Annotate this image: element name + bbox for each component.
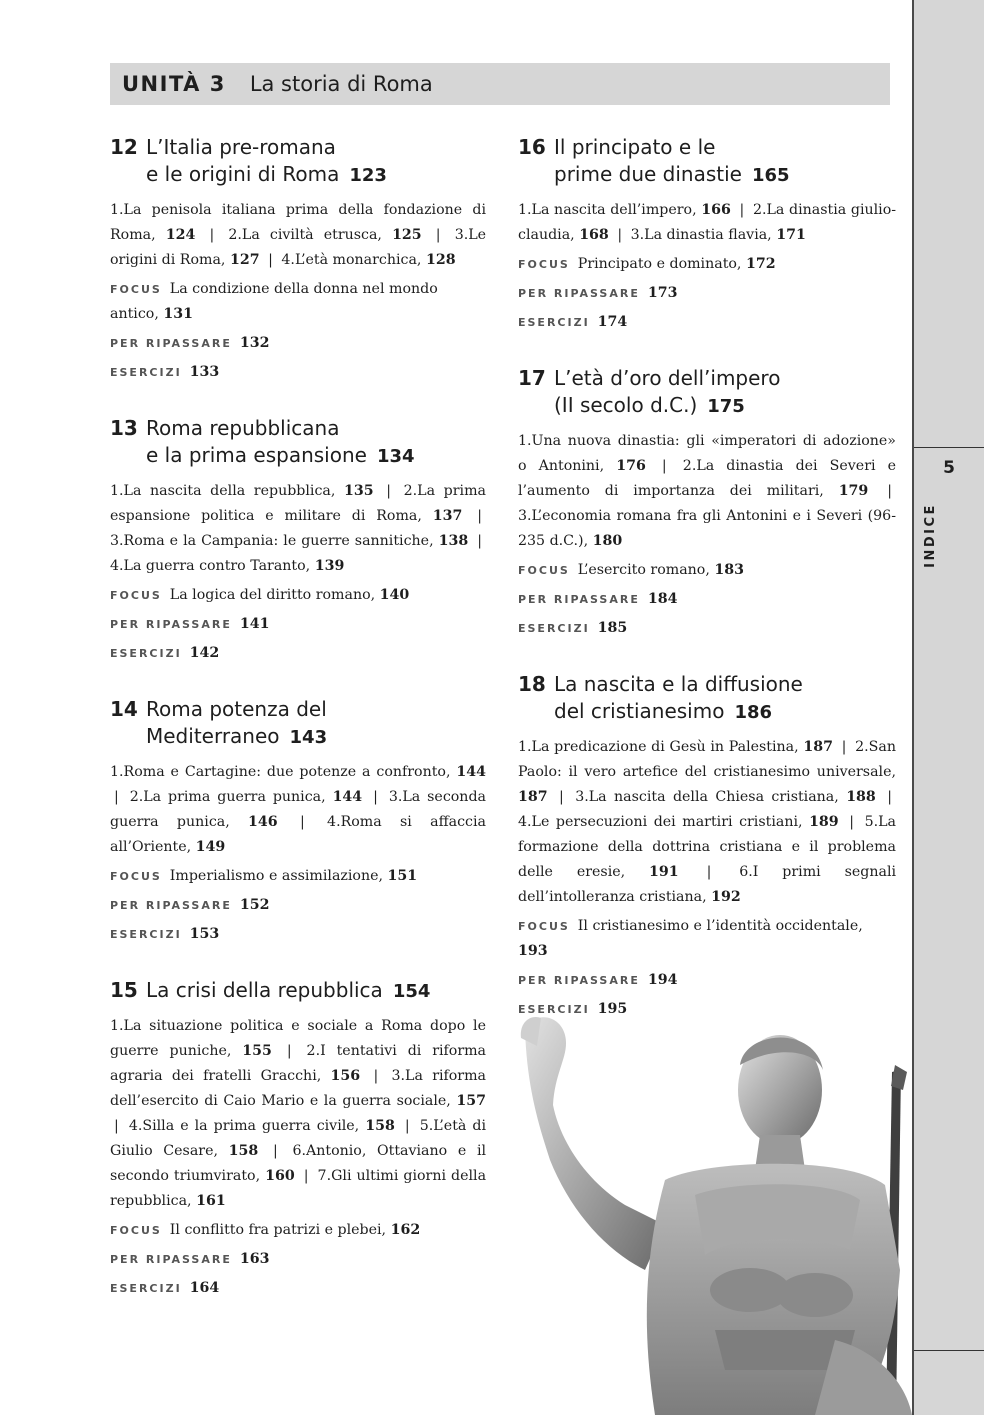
review-line[interactable] — [518, 587, 896, 612]
review-line[interactable] — [110, 331, 486, 356]
chapter-title-line — [146, 442, 415, 470]
chapter-title-text: L’Italia pre-romana — [146, 135, 336, 159]
focus-line[interactable] — [518, 558, 896, 583]
chapter-title-text: e la prima espansione — [146, 443, 367, 467]
section-title: 1.La predicazione di Gesù in Palestina, — [518, 739, 799, 755]
focus-title: L’esercito romano, — [577, 562, 710, 578]
chapter-sections — [110, 760, 486, 860]
section-title: 6.I primi segnali dell’intolleranza cristiana, — [518, 864, 897, 905]
section-page: 158 — [365, 1118, 395, 1134]
unit-header — [110, 63, 890, 105]
section-page: 189 — [809, 814, 839, 830]
toc-chapter — [110, 977, 486, 1301]
focus-tag: FOCUS — [518, 564, 570, 577]
exercises-line[interactable] — [518, 310, 896, 335]
review-tag: PER RIPASSARE — [518, 974, 640, 987]
toc-chapter — [110, 415, 486, 666]
chapter-title-line — [554, 392, 780, 420]
section-link[interactable] — [110, 483, 374, 499]
section-page: 138 — [438, 533, 469, 549]
exercises-tag: ESERCIZI — [110, 647, 182, 660]
chapter-title-text: La crisi della repubblica — [146, 978, 383, 1002]
exercises-page: 133 — [189, 364, 220, 380]
review-tag: PER RIPASSARE — [110, 899, 232, 912]
side-tab — [912, 0, 984, 1415]
section-title: 3.L’economia romana fra gli Antonini e i Severi (96-235 d.C.), — [518, 508, 896, 549]
section-title: 2.La dinastia dei Severi e l’aumento di importanza dei militari, — [518, 458, 896, 499]
chapter-sections — [110, 1014, 486, 1214]
chapter-name — [146, 696, 327, 751]
chapter-number: 12 — [110, 135, 138, 159]
chapter-page-number: 134 — [376, 446, 415, 467]
section-separator: | — [435, 227, 441, 243]
section-separator: | — [286, 1043, 292, 1059]
chapter-title-line — [146, 977, 430, 1005]
chapter-title — [518, 671, 896, 726]
section-separator: | — [373, 1068, 379, 1084]
section-separator: | — [209, 227, 215, 243]
section-title: 3.La dinastia flavia, — [630, 227, 772, 243]
section-page: 187 — [803, 739, 833, 755]
focus-tag: FOCUS — [518, 920, 570, 933]
section-page: 156 — [330, 1068, 361, 1084]
section-separator: | — [841, 739, 847, 755]
section-link[interactable] — [575, 789, 876, 805]
focus-title: Il conflitto fra patrizi e plebei, — [169, 1222, 387, 1238]
chapter-number: 16 — [518, 135, 546, 159]
section-title: 1.La situazione politica e sociale a Roma dopo le guerre puniche, — [110, 1018, 486, 1059]
side-tab-label: INDICE — [922, 502, 938, 568]
section-title: 5.L’età di Giulio Cesare, — [110, 1118, 487, 1159]
focus-page: 183 — [714, 562, 744, 578]
chapter-page-number: 143 — [289, 727, 328, 748]
section-link[interactable] — [281, 252, 455, 268]
chapter-title-text: L’età d’oro dell’impero — [554, 366, 781, 390]
toc-chapter — [518, 671, 896, 1022]
section-page: 137 — [432, 508, 463, 524]
chapter-title-line — [146, 723, 327, 751]
section-link[interactable] — [110, 558, 344, 574]
section-separator: | — [268, 252, 273, 268]
section-separator: | — [114, 789, 119, 805]
chapter-name — [146, 415, 415, 470]
section-link[interactable] — [518, 814, 839, 830]
chapter-sections — [110, 479, 486, 579]
review-tag: PER RIPASSARE — [518, 287, 640, 300]
focus-line[interactable] — [110, 277, 486, 327]
side-tab-divider — [914, 447, 984, 448]
section-separator: | — [887, 483, 892, 499]
exercises-tag: ESERCIZI — [110, 928, 182, 941]
chapter-title-line — [146, 415, 415, 442]
toc-column-left — [110, 134, 486, 1331]
chapter-title-line — [554, 161, 790, 189]
chapter-title-text: (II secolo d.C.) — [554, 393, 698, 417]
chapter-title-line — [146, 134, 387, 161]
exercises-tag: ESERCIZI — [110, 366, 182, 379]
section-separator: | — [617, 227, 623, 243]
section-page: 166 — [701, 202, 731, 218]
section-separator: | — [114, 1118, 119, 1134]
toc-chapter — [518, 134, 896, 335]
section-page: 179 — [838, 483, 869, 499]
review-page: 194 — [647, 972, 678, 988]
chapter-name — [554, 134, 790, 189]
section-separator: | — [299, 814, 305, 830]
chapter-title-text: prime due dinastie — [554, 162, 742, 186]
section-title: 2.La prima guerra punica, — [129, 789, 326, 805]
section-page: 127 — [229, 252, 260, 268]
section-separator: | — [887, 789, 892, 805]
chapter-sections — [518, 735, 896, 910]
focus-title: La condizione della donna nel mondo antico, — [110, 281, 438, 322]
review-line[interactable] — [110, 612, 486, 637]
unit-title: La storia di Roma — [249, 72, 433, 96]
chapter-title — [110, 415, 486, 470]
focus-line[interactable] — [518, 914, 896, 964]
review-line[interactable] — [110, 893, 486, 918]
exercises-page: 174 — [597, 314, 628, 330]
chapter-number: 13 — [110, 416, 138, 440]
exercises-line[interactable] — [518, 616, 896, 641]
chapter-title — [110, 134, 486, 189]
review-tag: PER RIPASSARE — [518, 593, 640, 606]
focus-page: 131 — [163, 306, 193, 322]
section-page: 161 — [196, 1193, 226, 1209]
section-link[interactable] — [110, 764, 486, 780]
section-title: 1.La penisola italiana prima della fondazione di Roma, — [110, 202, 486, 243]
focus-tag: FOCUS — [110, 1224, 162, 1237]
focus-tag: FOCUS — [110, 870, 162, 883]
review-page: 163 — [239, 1251, 270, 1267]
exercises-page: 142 — [189, 645, 220, 661]
section-title: 5.La formazione della dottrina cristiana e il problema delle eresie, — [518, 814, 897, 880]
section-title: 2.I tentativi di riforma agraria dei fratelli Gracchi, — [110, 1043, 487, 1084]
augustus-statue-image — [515, 1010, 912, 1415]
section-page: 160 — [265, 1168, 295, 1184]
section-link[interactable] — [631, 227, 806, 243]
chapter-sections — [518, 198, 896, 248]
section-page: 144 — [456, 764, 486, 780]
unit-label: UNITÀ 3 — [122, 72, 226, 96]
section-title: 4.L’età monarchica, — [281, 252, 422, 268]
section-title: 1.Una nuova dinastia: gli «imperatori di adozione» o Antonini, — [518, 433, 896, 474]
section-page: 144 — [332, 789, 363, 805]
chapter-title-line — [554, 671, 803, 698]
focus-page: 172 — [745, 256, 776, 272]
focus-line[interactable] — [110, 583, 486, 608]
section-link[interactable] — [129, 1118, 395, 1134]
section-title: 1.La nascita della repubblica, — [110, 483, 336, 499]
chapter-sections — [110, 198, 486, 273]
review-tag: PER RIPASSARE — [110, 337, 232, 350]
exercises-page: 185 — [597, 620, 628, 636]
section-page: 168 — [579, 227, 609, 243]
section-separator: | — [477, 508, 483, 524]
section-page: 125 — [392, 227, 422, 243]
chapter-title — [518, 365, 896, 420]
chapter-sections — [518, 429, 896, 554]
chapter-title-line — [146, 161, 387, 189]
focus-line[interactable] — [518, 252, 896, 277]
chapter-page-number: 123 — [349, 165, 387, 186]
section-title: 4.Le persecuzioni dei martiri cristiani, — [518, 814, 803, 830]
focus-page: 140 — [379, 587, 410, 603]
exercises-tag: ESERCIZI — [110, 1282, 182, 1295]
section-page: 171 — [776, 227, 806, 243]
review-page: 184 — [647, 591, 678, 607]
toc-chapter — [518, 365, 896, 641]
chapter-title-text: La nascita e la diffusione — [554, 672, 803, 696]
section-page: 139 — [314, 558, 345, 574]
review-page: 152 — [239, 897, 270, 913]
section-page: 191 — [649, 864, 679, 880]
section-title: 4.La guerra contro Taranto, — [110, 558, 311, 574]
focus-tag: FOCUS — [110, 589, 162, 602]
section-separator: | — [404, 1118, 410, 1134]
page-number: 5 — [943, 458, 955, 478]
section-page: 187 — [518, 789, 548, 805]
section-page: 124 — [165, 227, 196, 243]
chapter-title-line — [146, 696, 327, 723]
section-link[interactable] — [110, 533, 468, 549]
section-title: 1.La nascita dell’impero, — [518, 202, 697, 218]
chapter-name — [146, 977, 430, 1005]
exercises-line[interactable] — [110, 1276, 486, 1301]
toc-chapter — [110, 696, 486, 947]
review-page: 173 — [647, 285, 678, 301]
focus-title: Il cristianesimo e l’identità occidentale, — [577, 918, 863, 934]
review-line[interactable] — [110, 1247, 486, 1272]
section-link[interactable] — [518, 202, 731, 218]
section-title: 3.La nascita della Chiesa cristiana, — [575, 789, 839, 805]
section-page: 146 — [248, 814, 278, 830]
chapter-page-number: 154 — [392, 981, 431, 1002]
section-title: 3.La riforma dell’esercito di Caio Mario e la guerra sociale, — [110, 1068, 486, 1109]
focus-tag: FOCUS — [110, 283, 162, 296]
focus-page: 151 — [387, 868, 418, 884]
chapter-number: 18 — [518, 672, 546, 696]
section-separator: | — [386, 483, 392, 499]
focus-title: La logica del diritto romano, — [169, 587, 376, 603]
section-title: 4.Silla e la prima guerra civile, — [128, 1118, 360, 1134]
section-page: 188 — [846, 789, 876, 805]
section-title: 3.La seconda guerra punica, — [110, 789, 486, 830]
section-page: 135 — [343, 483, 374, 499]
exercises-tag: ESERCIZI — [518, 1003, 590, 1016]
section-link[interactable] — [518, 508, 896, 549]
section-title: 7.Gli ultimi giorni della repubblica, — [110, 1168, 487, 1209]
section-page: 180 — [592, 533, 623, 549]
side-tab-label-box — [916, 500, 944, 570]
section-page: 128 — [425, 252, 456, 268]
section-page: 157 — [456, 1093, 487, 1109]
review-tag: PER RIPASSARE — [110, 618, 232, 631]
review-page: 132 — [239, 335, 270, 351]
section-title: 2.San Paolo: il vero artefice del cristianesimo universale, — [518, 739, 896, 780]
chapter-title-line — [554, 134, 790, 161]
chapter-number: 17 — [518, 366, 546, 390]
section-title: 1.Roma e Cartagine: due potenze a confronto, — [110, 764, 451, 780]
section-title: 2.La prima espansione politica e militare di Roma, — [110, 483, 486, 524]
chapter-title-text: e le origini di Roma — [146, 162, 340, 186]
focus-tag: FOCUS — [518, 258, 570, 271]
chapter-number: 14 — [110, 697, 138, 721]
section-link[interactable] — [518, 739, 833, 755]
review-line[interactable] — [518, 281, 896, 306]
chapter-title-text: Mediterraneo — [146, 724, 280, 748]
exercises-tag: ESERCIZI — [518, 316, 590, 329]
section-page: 149 — [195, 839, 226, 855]
chapter-number: 15 — [110, 978, 138, 1002]
section-title: 3.Roma e la Campania: le guerre sannitiche, — [110, 533, 434, 549]
chapter-title-text: Roma potenza del — [146, 697, 327, 721]
chapter-name — [554, 671, 803, 726]
chapter-page-number: 165 — [751, 165, 790, 186]
chapter-title-text: del cristianesimo — [554, 699, 725, 723]
exercises-line[interactable] — [110, 641, 486, 666]
chapter-page-number: 186 — [734, 702, 773, 723]
section-link[interactable] — [228, 227, 421, 243]
exercises-page: 153 — [189, 926, 220, 942]
side-tab-divider — [914, 1350, 984, 1351]
chapter-title — [110, 977, 486, 1005]
focus-line[interactable] — [110, 1218, 486, 1243]
focus-line[interactable] — [110, 864, 486, 889]
exercises-tag: ESERCIZI — [518, 622, 590, 635]
toc-column-right — [518, 134, 896, 1052]
section-page: 192 — [711, 889, 741, 905]
chapter-name — [146, 134, 387, 189]
section-separator: | — [303, 1168, 309, 1184]
section-separator: | — [373, 789, 378, 805]
section-separator: | — [661, 458, 667, 474]
section-title: 2.La dinastia giulio-claudia, — [518, 202, 897, 243]
exercises-line[interactable] — [110, 360, 486, 385]
section-page: 155 — [242, 1043, 272, 1059]
section-separator: | — [849, 814, 855, 830]
focus-title: Imperialismo e assimilazione, — [169, 868, 384, 884]
section-separator: | — [477, 533, 483, 549]
section-title: 2.La civiltà etrusca, — [228, 227, 382, 243]
focus-title: Principato e dominato, — [577, 256, 742, 272]
focus-page: 193 — [518, 943, 548, 959]
exercises-line[interactable] — [110, 922, 486, 947]
section-separator: | — [739, 202, 745, 218]
chapter-title-line — [554, 698, 803, 726]
section-link[interactable] — [130, 789, 362, 805]
section-separator: | — [706, 864, 712, 880]
chapter-title — [110, 696, 486, 751]
chapter-title-line — [554, 365, 780, 392]
review-tag: PER RIPASSARE — [110, 1253, 232, 1266]
section-page: 158 — [228, 1143, 259, 1159]
chapter-title-text: Roma repubblicana — [146, 416, 340, 440]
chapter-page-number: 175 — [707, 396, 745, 417]
review-page: 141 — [239, 616, 270, 632]
exercises-page: 164 — [189, 1280, 220, 1296]
section-separator: | — [559, 789, 564, 805]
chapter-name — [554, 365, 780, 420]
section-separator: | — [272, 1143, 278, 1159]
review-line[interactable] — [518, 968, 896, 993]
section-title: 4.Roma si affaccia all’Oriente, — [110, 814, 486, 855]
chapter-title-text: Il principato e le — [554, 135, 716, 159]
toc-chapter — [110, 134, 486, 385]
chapter-title — [518, 134, 896, 189]
section-title: 3.Le origini di Roma, — [110, 227, 487, 268]
section-title: 6.Antonio, Ottaviano e il secondo triumvirato, — [110, 1143, 487, 1184]
exercises-page: 195 — [597, 1001, 628, 1017]
section-page: 176 — [616, 458, 646, 474]
focus-page: 162 — [390, 1222, 421, 1238]
